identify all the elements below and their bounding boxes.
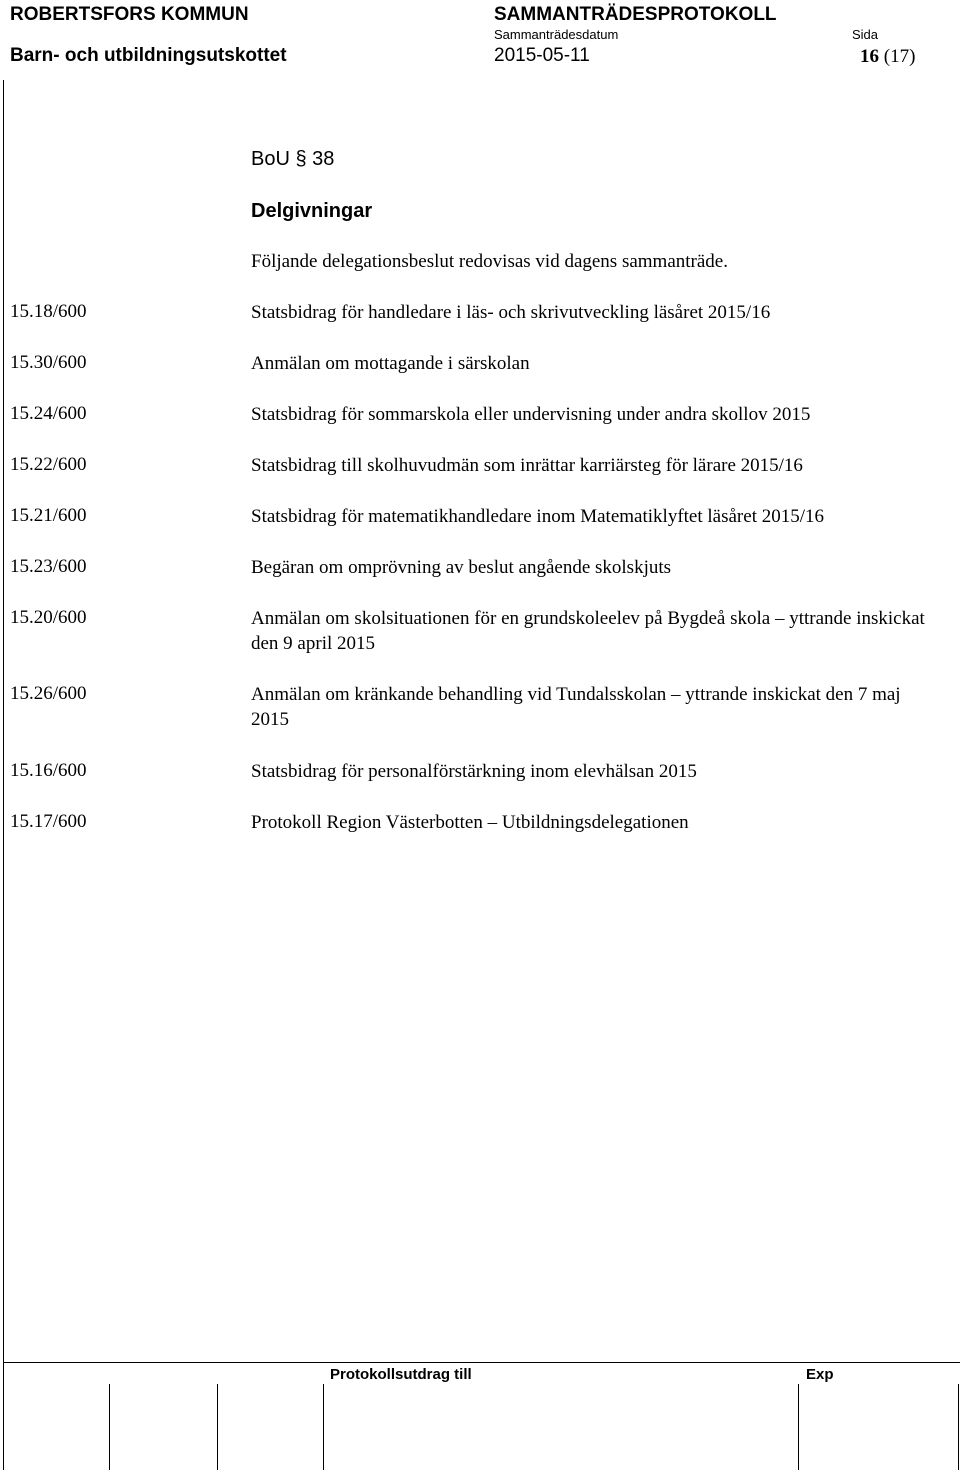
- footer-column-line: [217, 1384, 218, 1470]
- section-title: Delgivningar: [251, 200, 373, 222]
- item-number: 15.20/600: [10, 607, 87, 628]
- left-margin-line: [3, 80, 4, 1463]
- footer-column-line: [323, 1384, 324, 1470]
- item-text: Statsbidrag till skolhuvudmän som inrättar karriärsteg för lärare 2015/16: [251, 455, 803, 476]
- meeting-date: 2015-05-11: [494, 45, 590, 66]
- committee-name: Barn- och utbildningsutskottet: [10, 45, 287, 66]
- footer-column-line: [109, 1384, 110, 1470]
- item-number: 15.21/600: [10, 505, 87, 526]
- item-number: 15.23/600: [10, 556, 87, 577]
- footer-divider: [3, 1362, 960, 1363]
- date-label: Sammanträdesdatum: [494, 27, 619, 42]
- page-number: 16: [860, 46, 879, 67]
- item-number: 15.18/600: [10, 301, 87, 322]
- document-type: SAMMANTRÄDESPROTOKOLL: [494, 4, 777, 25]
- exp-label: Exp: [806, 1366, 834, 1383]
- section-id: BoU § 38: [251, 148, 335, 170]
- item-number: 15.16/600: [10, 760, 87, 781]
- item-text: Anmälan om mottagande i särskolan: [251, 353, 530, 374]
- footer-column-line: [958, 1384, 959, 1470]
- intro-text: Följande delegationsbeslut redovisas vid dagens sammanträde.: [251, 251, 728, 272]
- item-text: Protokoll Region Västerbotten – Utbildningsdelegationen: [251, 812, 689, 833]
- item-text: Statsbidrag för sommarskola eller undervisning under andra skollov 2015: [251, 404, 811, 425]
- item-text: Begäran om omprövning av beslut angående skolskjuts: [251, 557, 672, 578]
- item-text: Anmälan om skolsituationen för en grundskoleelev på Bygdeå skola – yttrande inskickat den 9 april 2015: [251, 608, 925, 654]
- page-indicator: [860, 46, 915, 68]
- page-label: Sida: [852, 27, 879, 42]
- item-text: Statsbidrag för personalförstärkning inom elevhälsan 2015: [251, 761, 697, 782]
- page-total: (17): [883, 46, 916, 67]
- item-number: 15.17/600: [10, 811, 87, 832]
- item-number: 15.26/600: [10, 683, 87, 704]
- extract-label: Protokollsutdrag till: [330, 1366, 472, 1383]
- item-text: Anmälan om kränkande behandling vid Tundalsskolan – yttrande inskickat den 7 maj 2015: [251, 684, 901, 730]
- organization-name: ROBERTSFORS KOMMUN: [10, 4, 249, 25]
- item-text: Statsbidrag för handledare i läs- och skrivutveckling läsåret 2015/16: [251, 302, 771, 323]
- item-text: Statsbidrag för matematikhandledare inom Matematiklyftet läsåret 2015/16: [251, 506, 824, 527]
- footer-column-line: [798, 1384, 799, 1470]
- footer-column-line: [3, 1384, 4, 1470]
- item-number: 15.30/600: [10, 352, 87, 373]
- item-number: 15.24/600: [10, 403, 87, 424]
- item-number: 15.22/600: [10, 454, 87, 475]
